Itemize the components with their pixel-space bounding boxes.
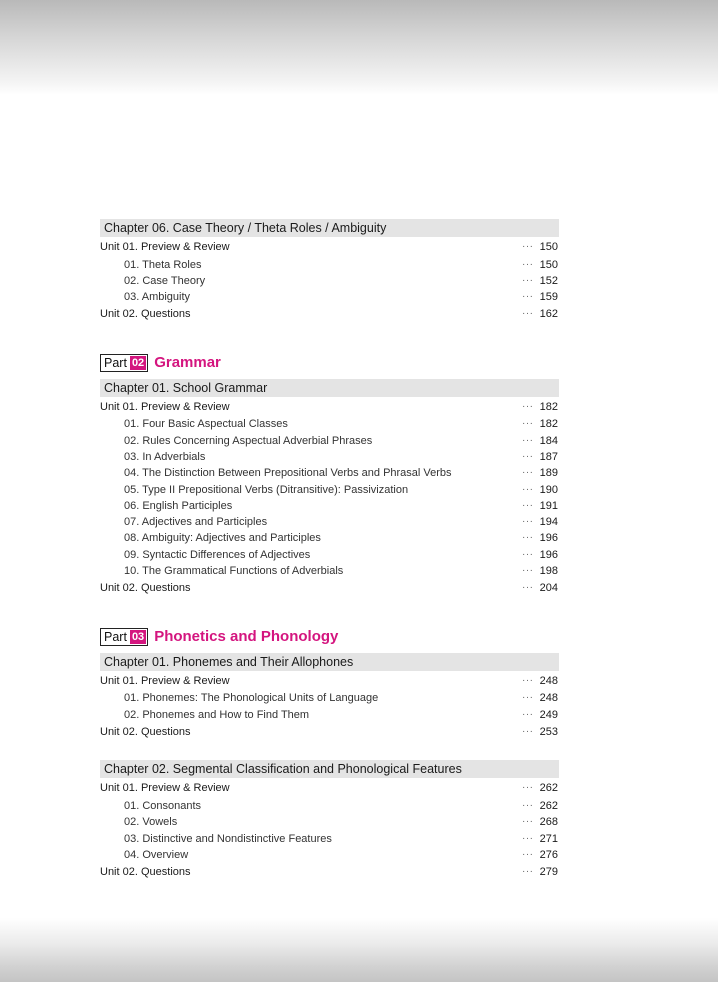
leader-dots: ··· bbox=[522, 434, 534, 446]
entry-label: 08. Ambiguity: Adjectives and Participles bbox=[124, 532, 321, 545]
leader-dots: ··· bbox=[522, 418, 534, 430]
part-title: Phonetics and Phonology bbox=[154, 628, 339, 646]
leader-dots: ··· bbox=[522, 400, 534, 412]
page-number: 152 bbox=[539, 274, 558, 287]
entry-label: Unit 01. Preview & Review bbox=[100, 782, 230, 795]
page-number: 271 bbox=[539, 832, 558, 845]
part-number: 02 bbox=[131, 356, 145, 369]
chapter-heading: Chapter 01. School Grammar bbox=[100, 379, 559, 397]
entry-label: Unit 01. Preview & Review bbox=[100, 241, 230, 253]
entry-label: 02. Vowels bbox=[124, 816, 178, 829]
page-number: 249 bbox=[539, 708, 558, 721]
leader-dots: ··· bbox=[522, 450, 534, 462]
leader-dots: ··· bbox=[522, 692, 534, 704]
top-shadow bbox=[0, 0, 718, 95]
entry-label: 04. Overview bbox=[124, 848, 189, 861]
page-number: 196 bbox=[539, 548, 558, 561]
leader-dots: ··· bbox=[522, 291, 534, 303]
leader-dots: ··· bbox=[522, 532, 534, 544]
page-number: 190 bbox=[539, 483, 558, 496]
entry-label: 01. Four Basic Aspectual Classes bbox=[124, 418, 288, 431]
toc-entry[interactable] bbox=[100, 547, 559, 563]
page-number: 248 bbox=[539, 674, 558, 687]
page-number: 253 bbox=[539, 725, 558, 738]
entry-label: 09. Syntactic Differences of Adjectives bbox=[124, 548, 311, 561]
page-number: 262 bbox=[539, 782, 558, 795]
leader-dots: ··· bbox=[522, 708, 534, 720]
page-number: 196 bbox=[539, 532, 558, 545]
page-number: 182 bbox=[539, 418, 558, 431]
chapter-heading: Chapter 06. Case Theory / Theta Roles / Ambiguity bbox=[100, 219, 559, 237]
toc-entry[interactable] bbox=[100, 690, 559, 706]
leader-dots: ··· bbox=[522, 241, 534, 252]
toc-entry[interactable] bbox=[100, 563, 559, 579]
toc-entry[interactable] bbox=[100, 305, 559, 324]
entry-label: Unit 02. Questions bbox=[100, 582, 191, 595]
page-number: 159 bbox=[539, 291, 558, 304]
toc-entry[interactable] bbox=[100, 482, 559, 498]
toc-entry[interactable] bbox=[100, 672, 559, 691]
page-number: 194 bbox=[539, 516, 558, 529]
toc-entry[interactable] bbox=[100, 579, 559, 598]
page-number: 162 bbox=[539, 308, 558, 321]
page-number: 150 bbox=[539, 241, 558, 253]
toc-entry[interactable] bbox=[100, 530, 559, 546]
entry-label: Unit 02. Questions bbox=[100, 725, 191, 738]
entry-label: 01. Consonants bbox=[124, 799, 202, 812]
toc-entry[interactable] bbox=[100, 289, 559, 305]
part-badge bbox=[100, 628, 148, 646]
leader-dots: ··· bbox=[522, 258, 534, 270]
entry-label: 02. Phonemes and How to Find Them bbox=[124, 708, 310, 721]
entry-label: 10. The Grammatical Functions of Adverbials bbox=[124, 565, 344, 578]
leader-dots: ··· bbox=[522, 782, 534, 794]
toc-entry[interactable] bbox=[100, 498, 559, 514]
leader-dots: ··· bbox=[522, 866, 534, 878]
toc-entry[interactable] bbox=[100, 831, 559, 847]
toc-entry[interactable] bbox=[100, 514, 559, 530]
bottom-shadow bbox=[0, 918, 718, 982]
part-heading bbox=[100, 627, 559, 647]
entry-label: 01. Phonemes: The Phonological Units of Language bbox=[124, 692, 379, 705]
leader-dots: ··· bbox=[522, 516, 534, 528]
entry-label: 01. Theta Roles bbox=[124, 258, 202, 271]
toc-entry[interactable] bbox=[100, 238, 559, 257]
toc-entry[interactable] bbox=[100, 416, 559, 432]
leader-dots: ··· bbox=[522, 848, 534, 860]
page-number: 248 bbox=[539, 692, 558, 705]
toc-entry[interactable] bbox=[100, 273, 559, 289]
toc-entry[interactable] bbox=[100, 398, 559, 417]
entry-label: 03. Distinctive and Nondistinctive Features bbox=[124, 832, 332, 845]
part-badge bbox=[100, 354, 148, 372]
chapter-heading: Chapter 02. Segmental Classification and Phonological Features bbox=[100, 760, 559, 778]
leader-dots: ··· bbox=[522, 274, 534, 286]
leader-dots: ··· bbox=[522, 799, 534, 811]
toc-entry[interactable] bbox=[100, 465, 559, 481]
leader-dots: ··· bbox=[522, 308, 534, 320]
toc-entry[interactable] bbox=[100, 863, 559, 882]
entry-label: 02. Rules Concerning Aspectual Adverbial Phrases bbox=[124, 434, 373, 447]
entry-label: Unit 01. Preview & Review bbox=[100, 674, 230, 687]
entry-label: 04. The Distinction Between Prepositional Verbs and Phrasal Verbs bbox=[124, 467, 452, 480]
page-number: 184 bbox=[539, 434, 558, 447]
leader-dots: ··· bbox=[522, 816, 534, 828]
page-number: 276 bbox=[539, 848, 558, 861]
part-word: Part bbox=[104, 355, 127, 370]
toc-entry[interactable] bbox=[100, 779, 559, 798]
page-number: 279 bbox=[539, 866, 558, 879]
toc-entry[interactable] bbox=[100, 798, 559, 814]
page-number: 204 bbox=[539, 582, 558, 595]
toc-entry[interactable] bbox=[100, 723, 559, 742]
entry-label: Unit 02. Questions bbox=[100, 308, 191, 321]
entry-label: Unit 01. Preview & Review bbox=[100, 400, 230, 413]
toc-entry[interactable] bbox=[100, 814, 559, 830]
leader-dots: ··· bbox=[522, 725, 534, 737]
page-number: 189 bbox=[539, 467, 558, 480]
part-number: 03 bbox=[131, 630, 145, 643]
entry-label: 05. Type II Prepositional Verbs (Ditransitive): Passivization bbox=[124, 483, 409, 496]
toc-entry[interactable] bbox=[100, 257, 559, 273]
leader-dots: ··· bbox=[522, 582, 534, 594]
leader-dots: ··· bbox=[522, 674, 534, 686]
entry-label: 03. In Adverbials bbox=[124, 450, 206, 463]
entry-label: Unit 02. Questions bbox=[100, 866, 191, 879]
entry-label: 07. Adjectives and Participles bbox=[124, 516, 268, 529]
page-number: 198 bbox=[539, 565, 558, 578]
toc-entry[interactable] bbox=[100, 847, 559, 863]
page-number: 150 bbox=[539, 258, 558, 271]
toc-entry[interactable] bbox=[100, 707, 559, 723]
leader-dots: ··· bbox=[522, 832, 534, 844]
leader-dots: ··· bbox=[522, 499, 534, 511]
page-number: 182 bbox=[539, 400, 558, 413]
toc-entry[interactable] bbox=[100, 433, 559, 449]
entry-label: 06. English Participles bbox=[124, 499, 233, 512]
toc-entry[interactable] bbox=[100, 449, 559, 465]
entry-label: 02. Case Theory bbox=[124, 274, 206, 287]
page-number: 262 bbox=[539, 799, 558, 812]
part-word: Part bbox=[104, 629, 127, 644]
leader-dots: ··· bbox=[522, 548, 534, 560]
page-number: 191 bbox=[539, 499, 558, 512]
page-number: 268 bbox=[539, 816, 558, 829]
part-heading bbox=[100, 353, 559, 373]
chapter-heading: Chapter 01. Phonemes and Their Allophones bbox=[100, 653, 559, 671]
leader-dots: ··· bbox=[522, 467, 534, 479]
entry-label: 03. Ambiguity bbox=[124, 291, 191, 304]
table-of-contents bbox=[100, 219, 559, 882]
part-title: Grammar bbox=[154, 354, 221, 372]
page-number: 187 bbox=[539, 450, 558, 463]
leader-dots: ··· bbox=[522, 565, 534, 577]
leader-dots: ··· bbox=[522, 483, 534, 495]
